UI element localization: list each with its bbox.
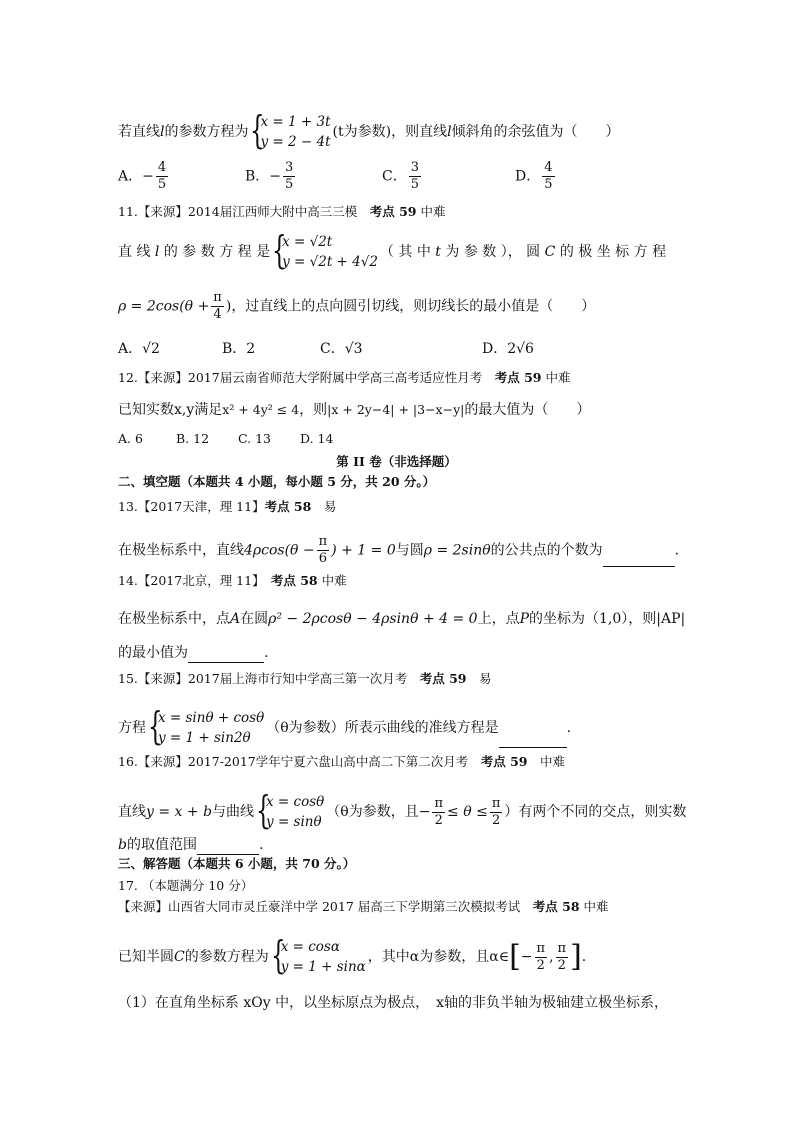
- q10-eq-y: y = 2 − 4t: [260, 134, 331, 150]
- q11-option-c: C．√3: [320, 341, 363, 357]
- q17-part1: （1）在直角坐标系 xOy 中，以坐标原点为极点， x轴的非负半轴为极轴建立极坐标系，: [118, 995, 668, 1011]
- q17-param-system: { x = cosα y = 1 + sinα: [270, 933, 366, 977]
- q13-header: 13.【2017天津，理 11】考点 58 易: [118, 499, 337, 514]
- q10-option-a: A．− $\frac{4}{5}$: [118, 160, 167, 192]
- q10-param-system: { x = 1 + 3t y = 2 − 4t: [250, 108, 331, 152]
- q12-option-c: C. 13: [238, 431, 271, 446]
- q12-stem: 已知实数x,y满足x² + 4y² ≤ 4，则|x + 2y−4| + |3−x−y|的最大值为（ ）: [118, 402, 591, 418]
- q16-header: 16.【来源】2017-2017学年宁夏六盘山高中高二下第二次月考 考点 59 中难: [118, 754, 566, 769]
- q14-answer-blank[interactable]: [188, 642, 264, 663]
- q11-param-system: { x = √2t y = √2t + 4√2: [272, 228, 378, 272]
- q10-stem-text: 倾斜角的余弦值为（ ）: [451, 124, 620, 140]
- q10-option-d: D． $\frac{4}{5}$: [515, 160, 553, 192]
- q14-stem: 在极坐标系中，点A在圆ρ² − 2ρcosθ − 4ρsinθ + 4 = 0上，点P的坐标为（1,0），则|AP|: [118, 611, 686, 627]
- q15-answer-blank[interactable]: [499, 727, 567, 748]
- q10-option-b: B．− $\frac{3}{5}$: [245, 160, 294, 192]
- q10-var-l: l: [447, 124, 452, 140]
- q10-option-c: C． $\frac{3}{5}$: [382, 160, 419, 192]
- q15-header: 15.【来源】2017届上海市行知中学高三第一次月考 考点 59 易: [118, 671, 492, 686]
- q11-header: 11.【来源】2014届江西师大附中高三三模 考点 59 中难: [118, 204, 446, 219]
- q16-stem-line2: b的取值范围 .: [118, 834, 263, 855]
- q10-stem-text: 若直线: [118, 124, 160, 140]
- fill-in-section-title: 二、填空题（本题共 4 小题，每小题 5 分，共 20 分。）: [118, 474, 436, 489]
- q14-stem-line2: 的最小值为 .: [118, 642, 268, 663]
- q17-stem: 已知半圆C的参数方程为 { x = cosα y = 1 + sinα ，其中α为参数，且α∈[− $\frac{\pi}{2}$ , $\frac{\pi}{2}$ ].: [118, 933, 587, 977]
- q10-stem: [118, 108, 620, 152]
- q17-source: 【来源】山西省大同市灵丘豪洋中学 2017 届高三下学期第三次模拟考试 考点 58 中难: [118, 899, 609, 914]
- q16-param-system: { x = cosθ y = sinθ: [256, 788, 325, 832]
- q12-option-d: D. 14: [300, 431, 334, 446]
- q11-stem: 直 线 l 的 参 数 方 程 是 { x = √2t y = √2t + 4√2 （ 其 中 t 为 参 数 ）， 圆 C 的 极 坐 标 方 程: [118, 228, 667, 272]
- q16-answer-blank[interactable]: [197, 834, 259, 855]
- q17-header: 17. （本题满分 10 分）: [118, 878, 254, 893]
- q12-option-b: B. 12: [176, 431, 210, 446]
- q11-option-a: A．√2: [118, 341, 160, 357]
- q14-header: 14.【2017北京，理 11】 考点 58 中难: [118, 573, 347, 588]
- part2-title: 第 II 卷（非选择题）: [336, 454, 457, 469]
- q15-param-system: { x = sinθ + cosθ y = 1 + sin2θ: [148, 704, 265, 748]
- q10-param-note: (t为参数): [332, 124, 392, 140]
- q12-option-a: A. 6: [118, 431, 143, 446]
- answer-section-title: 三、解答题（本题共 6 小题，共 70 分。）: [118, 856, 356, 871]
- q11-option-b: B．2: [222, 341, 256, 357]
- q10-eq-x: x = 1 + 3t: [260, 114, 331, 130]
- q12-header: 12.【来源】2017届云南省师范大学附属中学高三高考适应性月考 考点 59 中难: [118, 370, 571, 385]
- q13-answer-blank[interactable]: [603, 546, 675, 567]
- q10-stem-text: 的参数方程为: [164, 124, 249, 140]
- q13-stem: 在极坐标系中，直线4ρcos(θ − $\frac{\pi}{6}$ ) + 1 = 0与圆ρ = 2sinθ的公共点的个数为 .: [118, 534, 680, 566]
- q11-stem-line2: ρ = 2cos(θ + $\frac{\pi}{4}$ )，过直线上的点向圆引切线，则切线长的最小值是（ ）: [118, 290, 596, 322]
- q10-stem-text: ，则直线: [391, 124, 448, 140]
- q11-option-d: D．2√6: [482, 341, 534, 357]
- q15-stem: 方程 { x = sinθ + cosθ y = 1 + sin2θ （θ为参数）所表示曲线的准线方程是 .: [118, 704, 572, 748]
- q16-stem: 直线y = x + b与曲线 { x = cosθ y = sinθ （θ为参数，且− $\frac{\pi}{2}$ ≤ θ ≤ $\frac{\pi}{2}$ ）有两个不同的交点，则实数: [118, 788, 687, 832]
- q10-var-l: l: [160, 124, 165, 140]
